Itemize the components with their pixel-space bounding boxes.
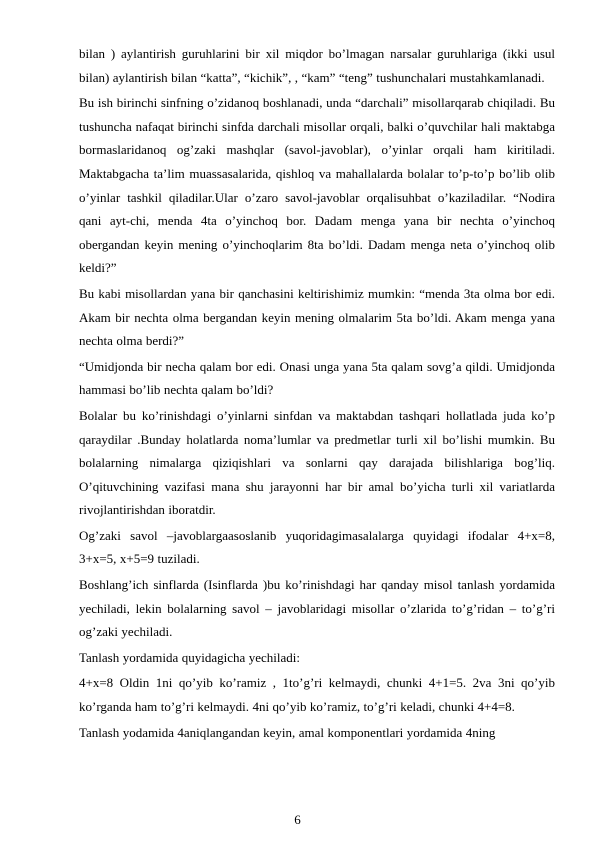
paragraph-3: Bu kabi misollardan yana bir qanchasini keltirishimiz mumkin: “menda 3ta olma bor edi. Akam bir nechta olma bergandan keyin mening olmalarim 5ta bo’ldi. Akam menga yana nechta olma berdi?” [79, 285, 555, 349]
paragraph-5: Bolalar bu ko’rinishdagi o’yinlarni sinfdan va maktabdan tashqari hollatlada juda ko’p qaraydilar .Bunday holatlarda noma’lumlar va predmetlar turli xil bo’lishi mumkin. Bu bolalarning nimalarga qiziqishlari va sonlarni qay darajada bilishlariga bog’liq. O’qituvchining vazifasi mana shu jarayonni har bir amal bo’yicha turli xil variatlarda rivojlantirishdan iboratdir. [79, 407, 555, 518]
page-body [79, 42, 555, 746]
page-number: 6 [294, 812, 301, 827]
paragraph-1: bilan ) aylantirish guruhlarini bir xil miqdor bo’lmagan narsalar guruhlariga (ikki usul bilan) aylantirish bilan “katta”, “kichik”, , “kam” “teng” tushunchalari mustahkamlanadi. [79, 46, 555, 85]
paragraph-7: Boshlang’ich sinflarda (Isinflarda )bu ko’rinishdagi har qanday misol tanlash yordamida yechiladi, lekin bolalarning savol – javoblaridagi misollar o’zlarida to’g’ridan – to’g’ri og’zaki yechiladi. [79, 577, 555, 640]
paragraph-6: Og’zaki savol –javoblargaasoslanib yuqoridagimasalalarga quyidagi ifodalar 4+x=8, 3+x=5, x+5=9 tuziladi. [79, 527, 555, 567]
paragraph-8: Tanlash yordamida quyidagicha yechiladi: [79, 649, 300, 665]
paragraph-9: 4+x=8 Oldin 1ni qo’yib ko’ramiz , 1to’g’ri kelmaydi, chunki 4+1=5. 2va 3ni qo’yib ko’rganda ham to’g’ri kelmaydi. 4ni qo’yib ko’ramiz, to’g’ri keladi, chunki 4+4=8. [79, 675, 555, 715]
paragraph-4: “Umidjonda bir necha qalam bor edi. Onasi unga yana 5ta qalam sovg’a qildi. Umidjonda hammasi bo’lib nechta qalam bo’ldi? [79, 358, 555, 398]
paragraph-2: Bu ish birinchi sinfning o’zidanoq boshlanadi, unda “darchali” misollarqarab chiqiladi. Bu tushuncha nafaqat birinchi sinfda darchali misollar orqali, balki o’quvchilar hali maktabga bormaslaridanoq og’zaki mashqlar (savol-javoblar), o’yinlar orqali ham kiritiladi. Maktabgacha ta’lim muassasalarida, qishloq va mahallalarda bolalar to’p-to’p bo’lib olib o’yinlar tashkil qiladilar.Ular o’zaro savol-javoblar orqalisuhbat o’kaziladilar. “Nodira qani ayt-chi, menda 4ta o’yinchoq bor. Dadam menga yana bir nechta o’yinchoq obergandan keyin mening o’yinchoqlarim 8ta bo’ldi. Dadam menga neta o’yinchoq olib keldi?” [79, 95, 555, 276]
paragraph-10: Tanlash yodamida 4aniqlangandan keyin, amal komponentlari yordamida 4ning [79, 724, 496, 740]
